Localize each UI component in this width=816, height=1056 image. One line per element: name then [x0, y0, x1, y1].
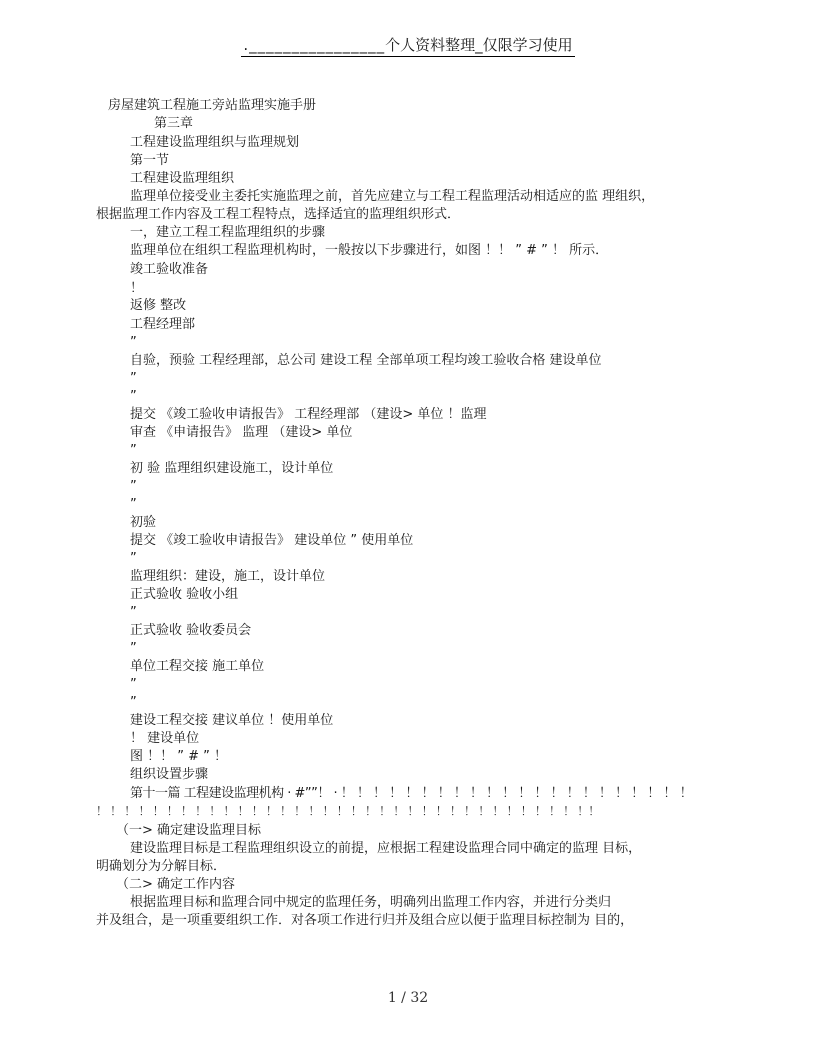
flow-line: ”	[130, 497, 137, 512]
paragraph-line: 明确划分为分解目标．	[96, 859, 227, 874]
chapter-heading: 第三章	[154, 116, 194, 131]
flow-line: 正式验收 验收小组	[130, 587, 239, 602]
flow-line: 审查 《申请报告》 监理 （建设> 单位	[130, 425, 353, 440]
flow-line: 初验	[130, 515, 157, 530]
item-heading: （一> 确定建设监理目标	[116, 823, 262, 838]
flow-line: 提交 《竣工验收申请报告》 建设单位 ” 使用单位	[130, 533, 414, 548]
flow-line: 工程经理部	[130, 317, 196, 332]
flow-line: ”	[130, 371, 137, 386]
figure-caption: 组织设置步骤	[130, 767, 209, 782]
page-number: 1 / 32	[387, 990, 429, 1006]
running-header	[0, 34, 816, 57]
paragraph-line: 并及组合，是一项重要组织工作．对各项工作进行归并及组合应以便于监理目标控制为 目的，	[96, 913, 634, 928]
flow-line: 自验，预验 工程经理部，总公司 建设工程 全部单项工程均竣工验收合格 建设单位	[130, 353, 602, 368]
flow-line: ”	[130, 389, 137, 404]
flow-line: ！ 建设单位	[130, 731, 200, 746]
header-text: 个人资料整理_仅限学习使用	[385, 36, 573, 54]
flow-line: 建设工程交接 建议单位 ！使用单位	[130, 713, 334, 728]
flow-line: ”	[130, 479, 137, 494]
figure-caption-number: 图 ！！ ” # ” ！	[130, 749, 228, 764]
flow-line: 正式验收 验收委员会	[130, 623, 252, 638]
flow-line: 返修 整改	[130, 298, 187, 313]
section-heading: 第一节	[130, 153, 170, 168]
flow-line: 初 验 监理组织建设施工，设计单位	[130, 461, 334, 476]
flow-line: ”	[130, 695, 137, 710]
flow-line: ”	[130, 335, 137, 350]
flow-line: 单位工程交接 施工单位	[130, 659, 265, 674]
item-heading: （二> 确定工作内容	[116, 877, 236, 892]
chapter-entry: 第十一篇 工程建设监理机构 · #””！ · ！ ！ ！ ！ ！ ！ ！ ！ ！ ！ ！ ！ ！ ！ ！ ！ ！ ！ ！ ！ ！ ！	[130, 786, 693, 801]
flow-line: ”	[130, 641, 137, 656]
flow-line: ！	[130, 281, 144, 296]
header-dashes: .________________	[243, 36, 386, 54]
flow-line: ”	[130, 605, 137, 620]
paragraph-line: 建设监理目标是工程监理组织设立的前提，应根据工程建设监理合同中确定的监理 目标，	[130, 841, 642, 856]
flow-line: ”	[130, 677, 137, 692]
paragraph-line: 根据监理目标和监理合同中规定的监理任务，明确列出监理工作内容，并进行分类归	[130, 895, 612, 910]
subsection-heading: 一，建立工程工程监理组织的步骤	[130, 225, 326, 240]
section-title: 工程建设监理组织	[130, 171, 235, 186]
document-title: 房屋建筑工程施工旁站监理实施手册	[108, 98, 317, 113]
flow-line: 监理组织：建设，施工，设计单位	[130, 569, 326, 584]
chapter-title: 工程建设监理组织与监理规划	[130, 135, 300, 150]
flow-line: 竣工验收准备	[130, 262, 209, 277]
running-header-underlined	[241, 34, 574, 57]
paragraph-line: 监理单位接受业主委托实施监理之前，首先应建立与工程工程监理活动相适应的监 理组织，	[130, 189, 655, 204]
paragraph-line: 监理单位在组织工程监理机构时，一般按以下步骤进行，如图 ！！ ” # ” ！ 所示．	[130, 243, 609, 258]
paragraph-line: 根据监理工作内容及工程工程特点，选择适宜的监理组织形式．	[96, 207, 461, 222]
flow-line: ”	[130, 551, 137, 566]
flow-line: 提交 《竣工验收申请报告》 工程经理部 （建设> 单位 ！监理	[130, 407, 487, 422]
flow-line: ”	[130, 443, 137, 458]
chapter-entry-continued: ！ ！ ！ ！ ！ ！ ！ ！ ！ ！ ！ ！ ！ ！ ！ ！ ！ ！ ！ ！ ！ ！ ！ ！ ！ ！ ！ ！ ！ ！ ！ ！ ！ ！ ！！	[96, 804, 600, 818]
